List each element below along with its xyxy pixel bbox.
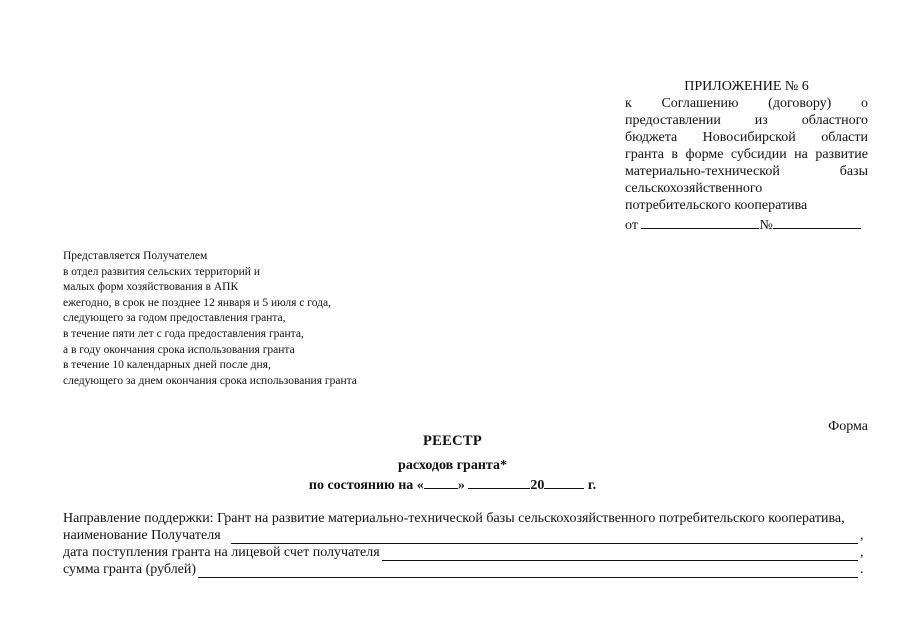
support-direction-text: Направление поддержки: Грант на развитие материально-технической базы сельскохозяйственного потребительского кооператива, [63,511,845,526]
month-blank [468,476,530,489]
appendix-line: материально-технической базы [625,164,868,179]
form-label: Форма [828,419,868,434]
date-prefix: по состоянию на « [308,478,424,493]
year-blank [544,476,584,489]
grant-amount-blank[interactable] [198,564,858,578]
grant-amount-label: сумма гранта (рублей) [63,562,197,577]
date-suffix: г. [587,478,597,493]
grant-date-label: дата поступления гранта на лицевой счет получателя [63,545,380,560]
note-line: ежегодно, в срок не позднее 12 января и 5 июля с года, [63,296,331,309]
agreement-date-blank [641,214,759,229]
note-line: малых форм хозяйствования в АПК [63,281,239,294]
row-end-mark: , [860,528,864,543]
recipient-name-blank[interactable] [231,530,858,544]
appendix-line: гранта в форме субсидии на развитие [625,147,868,162]
grant-amount-row [63,561,868,578]
note-line: а в году окончания срока использования гранта [63,343,295,356]
from-label: от [625,218,638,233]
note-line: в течение пяти лет с года предоставления гранта, [63,327,304,340]
document-title: РЕЕСТР [423,433,482,449]
document-subtitle: расходов гранта* [398,458,507,473]
recipient-label: наименование Получателя [63,528,221,543]
note-line: следующего за годом предоставления гранта, [63,312,286,325]
recipient-name-row [63,527,868,544]
appendix-line: предоставлении из областного [625,113,868,128]
grant-receipt-date-row [63,544,868,561]
note-line: Представляется Получателем [63,250,208,262]
note-line: в течение 10 календарных дней после дня, [63,359,271,372]
submission-note [63,249,443,389]
year-prefix: 20 [530,478,545,493]
note-line: в отдел развития сельских территорий и [63,265,260,278]
appendix-line: бюджета Новосибирской области [625,130,868,145]
appendix-title: ПРИЛОЖЕНИЕ № 6 [684,79,809,94]
grant-date-blank[interactable] [382,547,858,561]
day-blank [424,476,458,489]
appendix-header [625,78,868,234]
appendix-line: потребительского кооператива [625,198,808,213]
note-line: следующего за днем окончания срока использования гранта [63,374,357,387]
number-label: № [759,218,773,233]
row-end-mark: , [860,545,864,560]
row-end-mark: . [860,562,864,577]
report-date-line [0,476,905,494]
appendix-line: сельскохозяйственного [625,181,763,196]
date-mid: » [457,478,465,493]
agreement-number-blank [773,214,861,229]
form-body [63,510,868,578]
agreement-date-number-line [625,214,868,234]
appendix-line: к Соглашению (договору) о [625,96,868,111]
